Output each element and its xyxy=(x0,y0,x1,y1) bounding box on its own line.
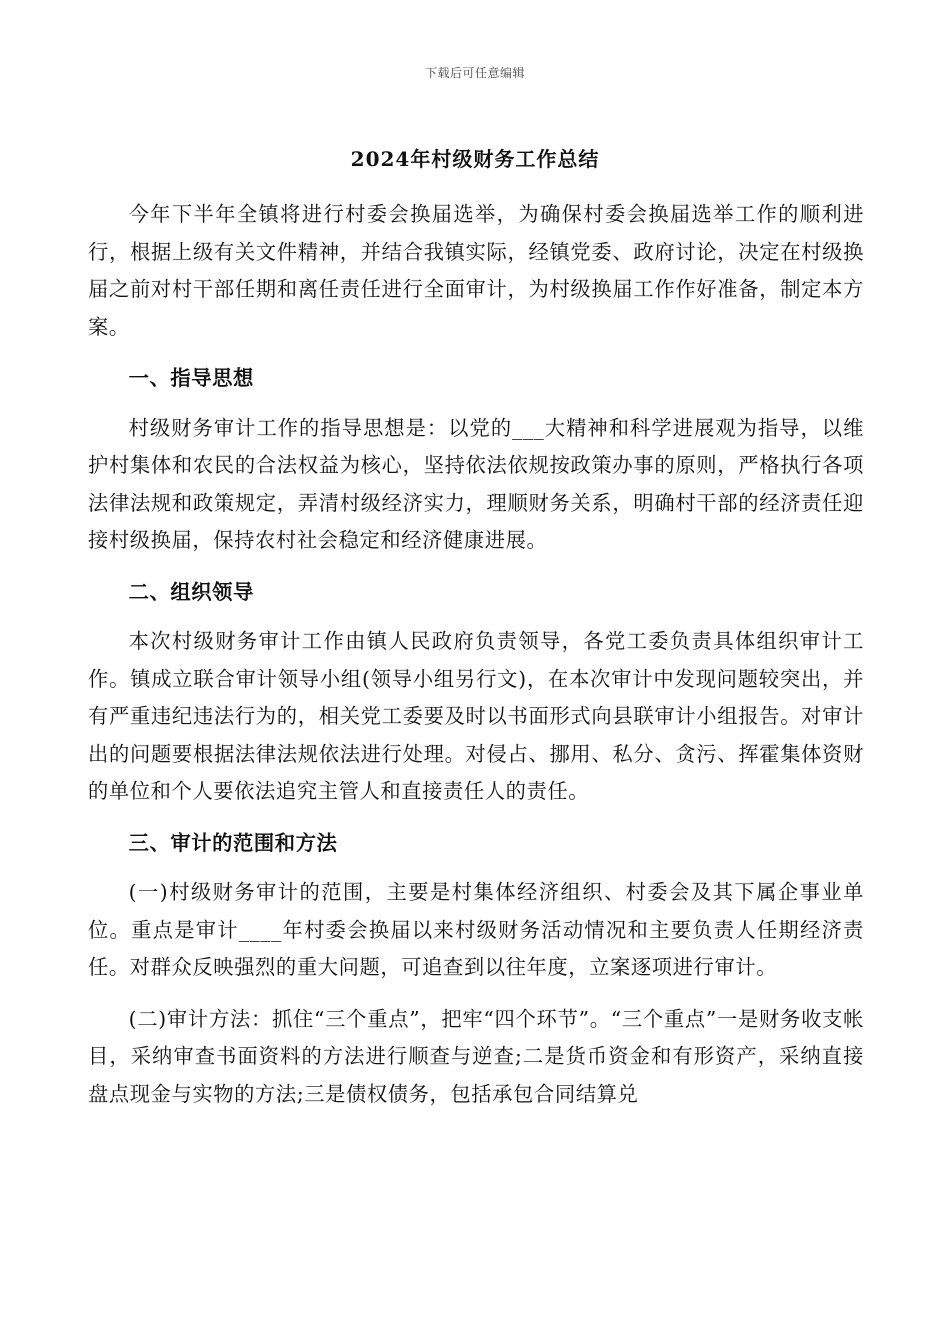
method-paragraph: (二)审计方法：抓住“三个重点”，把牢“四个环节”。“三个重点”一是财务收支帐目，采纳审查书面资料的方法进行顺查与逆查;二是货币资金和有形资产，采纳直接盘点现金与实物的方法;三是债权债务，包括承包合同结算兑 xyxy=(88,1006,864,1106)
section-heading-organization: 二、组织领导 xyxy=(128,579,254,604)
scope-paragraph: (一)村级财务审计的范围，主要是村集体经济组织、村委会及其下属企事业单位。重点是审计____年村委会换届以来村级财务活动情况和主要负责人任期经济责任。对群众反映强烈的重大问题，可追查到以往年度，立案逐项进行审计。 xyxy=(88,880,864,979)
section-heading-scope-method: 三、审计的范围和方法 xyxy=(128,830,338,855)
intro-paragraph: 今年下半年全镇将进行村委会换届选举，为确保村委会换届选举工作的顺利进行，根据上级有关文件精神，并结合我镇实际，经镇党委、政府讨论，决定在村级换届之前对村干部任期和离任责任进行全面审计，为村级换届工作作好准备，制定本方案。 xyxy=(88,202,864,339)
header-note: 下载后可任意编辑 xyxy=(424,66,525,80)
guiding-ideology-paragraph: 村级财务审计工作的指导思想是：以党的___大精神和科学进展观为指导，以维护村集体和农民的合法权益为核心，坚持依法依规按政策办事的原则，严格执行各项法律法规和政策规定，弄清村级经济实力，理顺财务关系，明确村干部的经济责任迎接村级换届，保持农村社会稳定和经济健康进展。 xyxy=(88,415,864,552)
section-heading-guiding-ideology: 一、指导思想 xyxy=(128,366,254,390)
document-title: 2024年村级财务工作总结 xyxy=(350,147,600,171)
document-body xyxy=(88,196,864,1113)
organization-paragraph: 本次村级财务审计工作由镇人民政府负责领导，各党工委负责具体组织审计工作。镇成立联合审计领导小组(领导小组另行文)，在本次审计中发现问题较突出，并有严重违纪违法行为的，相关党工委要及时以书面形式向县联审计小组报告。对审计出的问题要根据法律法规依法进行处理。对侵占、挪用、私分、贪污、挥霍集体资财的单位和个人要依法追究主管人和直接责任人的责任。 xyxy=(88,629,864,803)
